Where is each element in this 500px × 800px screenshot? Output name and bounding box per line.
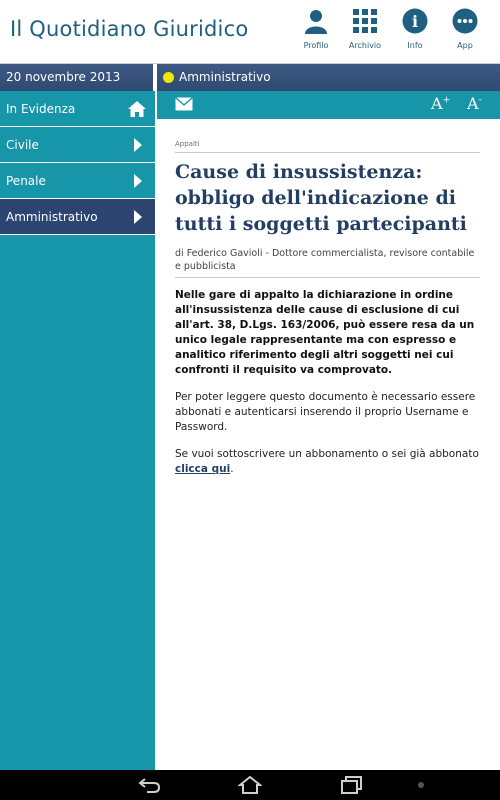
section-bar (157, 64, 500, 91)
sidebar-item-amministrativo[interactable] (0, 199, 155, 235)
sidebar-item-civile[interactable] (0, 127, 155, 163)
info-button[interactable] (390, 8, 440, 58)
sidebar-item-label: In Evidenza (6, 102, 76, 116)
subscribe-link[interactable]: clicca qui (175, 463, 231, 475)
paywall-notice: Per poter leggere questo documento è necessario essere abbonati e autenticarsi inserendo il proprio Username e Password. (175, 391, 476, 433)
article-title: Cause di insussistenza: obbligo dell'indicazione di tutti i soggetti partecipanti (175, 161, 467, 235)
profile-button[interactable] (291, 8, 341, 58)
chevron-right-icon (134, 174, 142, 188)
archive-button[interactable] (340, 8, 390, 58)
sidebar-item-penale[interactable] (0, 163, 155, 199)
chevron-right-icon (134, 138, 142, 152)
profile-label: Profilo (303, 41, 329, 50)
font-up-letter: A (431, 94, 443, 113)
app-header (0, 0, 500, 64)
sidebar-item-label: Penale (6, 174, 46, 188)
article (175, 140, 480, 477)
status-dot-icon (163, 72, 174, 83)
decrease-font-button[interactable] (467, 94, 482, 113)
current-section-label: Amministrativo (179, 70, 271, 84)
article-toolbar (157, 91, 500, 119)
more-icon (452, 8, 478, 34)
profile-icon (303, 8, 329, 34)
app-button[interactable] (440, 8, 490, 58)
article-category: Appalti (175, 140, 480, 153)
sidebar (0, 91, 155, 770)
subscribe-end: . (230, 463, 234, 475)
sidebar-item-in-evidenza[interactable] (0, 91, 155, 127)
archive-label: Archivio (348, 41, 382, 50)
font-down-sign: - (478, 95, 482, 106)
date-bar: 20 novembre 2013 (0, 64, 155, 91)
grid-icon (352, 8, 378, 34)
info-icon (402, 8, 428, 34)
home-nav-icon[interactable] (238, 776, 262, 794)
mail-icon[interactable] (175, 97, 193, 111)
increase-font-button[interactable] (431, 94, 450, 113)
app-label: App (457, 41, 473, 50)
system-nav-bar (0, 770, 500, 800)
recent-apps-icon[interactable] (340, 776, 364, 794)
svg-text:i: i (411, 12, 419, 31)
menu-dot-icon (418, 782, 424, 788)
info-label: Info (407, 41, 423, 50)
sidebar-item-label: Civile (6, 138, 39, 152)
article-abstract: Nelle gare di appalto la dichiarazione in ordine all'insussistenza delle cause di esclusione di cui all'art. 38, D.Lgs. 163/2006, può essere resa da un unico legale rappresentante ma con espresso e analitico riferimento degli altri soggetti nei cui confronti il requisito va comprovato. (175, 289, 475, 376)
font-up-sign: + (442, 95, 451, 106)
font-down-letter: A (467, 94, 479, 113)
back-icon[interactable] (138, 776, 162, 794)
app-title: Il Quotidiano Giuridico (10, 17, 249, 41)
subscribe-notice (175, 447, 480, 477)
article-author: di Federico Gavioli - Dottore commercialista, revisore contabile e pubblicista (175, 247, 480, 278)
home-icon (127, 100, 147, 118)
subscribe-text: Se vuoi sottoscrivere un abbonamento o sei già abbonato (175, 448, 479, 460)
sidebar-item-label: Amministrativo (6, 210, 98, 224)
chevron-right-icon (134, 210, 142, 224)
